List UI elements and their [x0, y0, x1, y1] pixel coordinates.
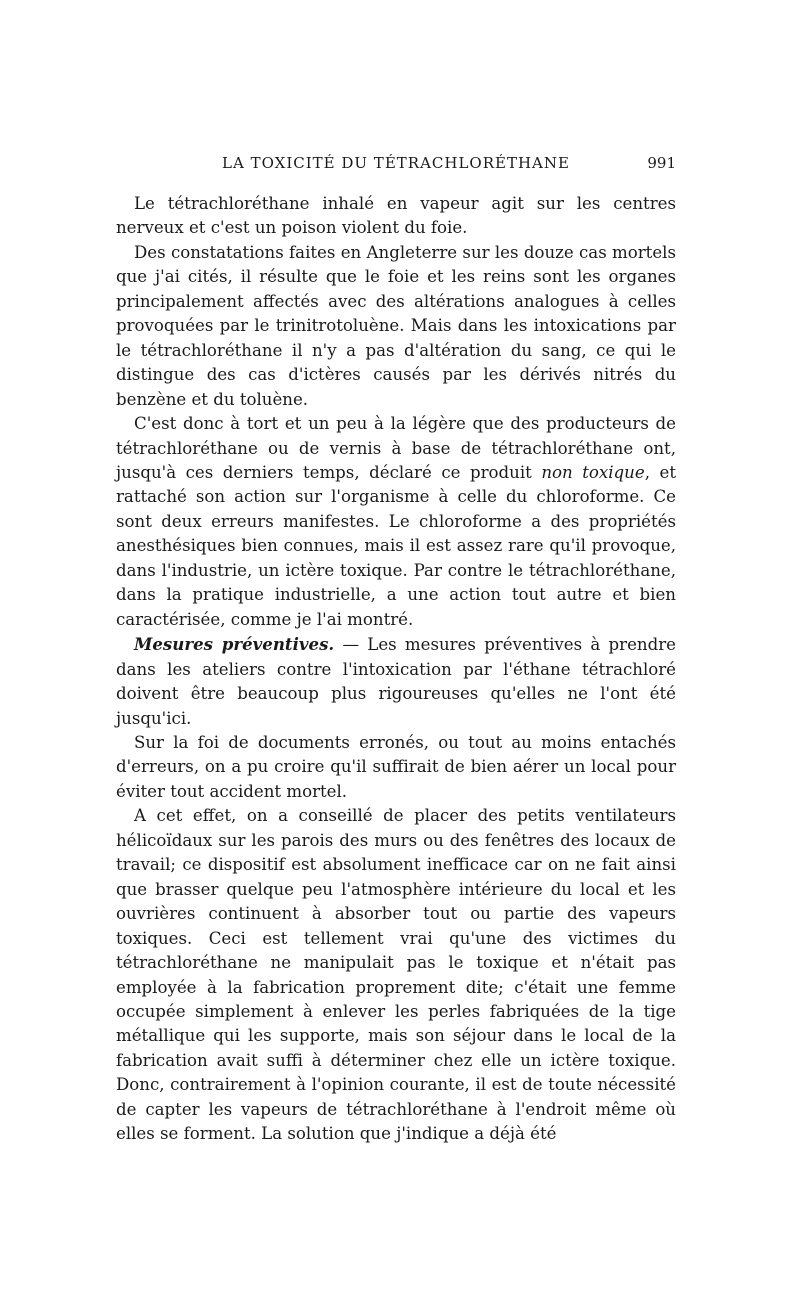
paragraph-3-before: C'est donc à tort et un peu à la légère que des producteurs de tétrachloréthane ou de vernis à base de tétrachloréthane ont, jusqu'à ces derniers temps, déclaré ce produit	[116, 414, 676, 482]
paragraph-1: Le tétrachloréthane inhalé en vapeur agit sur les centres nerveux et c'est un poison violent du foie.	[116, 194, 676, 238]
paragraph-6: A cet effet, on a conseillé de placer des petits ventilateurs hélicoïdaux sur les parois des murs ou des fenêtres des locaux de travail; ce dispositif est absolument inefficace car on ne fait ainsi que brasser quelque peu l'atmosphère intérieure du local et les ouvrières continuent à absorber tout ou partie des vapeurs toxiques. Ceci est tellement vrai qu'une des victimes du tétrachloréthane ne manipulait pas le toxique et n'était pas employée à la fabrication proprement dite; c'était une femme occupée simplement à enlever les perles fabriquées de la tige métallique qui les supporte, mais son séjour dans le local de la fabrication avait suffi à déterminer chez elle un ictère toxique. Donc, contrairement à l'opinion courante, il est de toute nécessité de capter les vapeurs de tétrachloréthane à l'endroit même où elles se forment. La solution que j'indique a déjà été	[116, 806, 676, 1144]
page-number: 991	[647, 154, 676, 172]
body-text	[116, 192, 676, 1147]
paragraph-3	[116, 412, 676, 632]
page-header	[116, 150, 676, 174]
running-head: LA TOXICITÉ DU TÉTRACHLORÉTHANE	[222, 154, 570, 172]
paragraph-4	[116, 632, 676, 731]
paragraph-3-after: , et rattaché son action sur l'organisme à celle du chloroforme. Ce sont deux erreurs manifestes. Le chloroforme a des propriétés anesthésiques bien connues, mais il est assez rare qu'il provoque, dans l'industrie, un ictère toxique. Par contre le tétrachloréthane, dans la pratique industrielle, a une action tout autre et bien caractérisée, comme je l'ai montré.	[116, 462, 676, 629]
emphasis-non-toxique: non toxique	[541, 462, 645, 482]
section-lead-mesures: Mesures préventives.	[134, 634, 335, 655]
page	[116, 150, 676, 1147]
paragraph-4-text: — Les mesures préventives à prendre dans les ateliers contre l'intoxication par l'éthane tétrachloré doivent être beaucoup plus rigoureuses qu'elles ne l'ont été jusqu'ici.	[116, 635, 676, 728]
paragraph-5: Sur la foi de documents erronés, ou tout au moins entachés d'erreurs, on a pu croire qu'il suffirait de bien aérer un local pour éviter tout accident mortel.	[116, 732, 676, 801]
paragraph-2: Des constatations faites en Angleterre sur les douze cas mortels que j'ai cités, il résulte que le foie et les reins sont les organes principalement affectés avec des altérations analogues à celles provoquées par le trinitrotoluène. Mais dans les intoxications par le tétrachloréthane il n'y a pas d'altération du sang, ce qui le distingue des cas d'ictères causés par les dérivés nitrés du benzène et du toluène.	[116, 242, 676, 409]
